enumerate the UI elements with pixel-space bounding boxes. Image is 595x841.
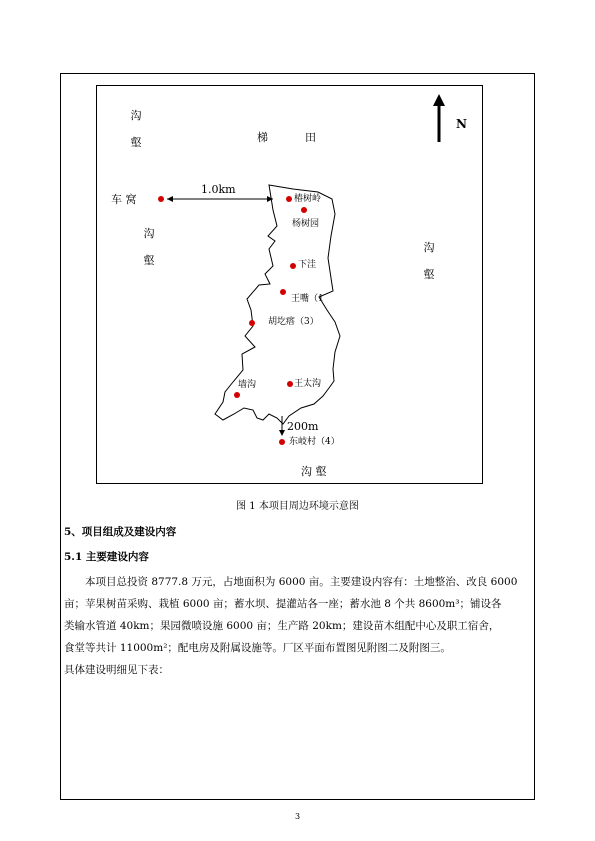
label-terraced-field-2: 田 [305,131,316,144]
label-ravine-top-left: 沟 壑 [130,109,142,149]
village-marker-dongqicun [279,439,285,445]
label-village-tangou: 墙沟 [238,380,257,390]
body-paragraph [64,571,524,681]
village-marker-chewo [158,196,164,202]
village-marker-wangtaigou [287,381,293,387]
label-terraced-field-1: 梯 [257,131,268,144]
label-village-xiawa: 下洼 [298,260,317,270]
label-ravine-right: 沟 壑 [423,241,435,281]
label-village-chewo: 车 窝 [111,193,137,206]
village-marker-hugeda [249,320,255,326]
closing-line: 具体建设明细见下表： [64,664,169,676]
label-village-wangtaigou: 王太沟 [294,379,322,389]
village-marker-yangshuyuan [301,207,307,213]
figure-caption: 图 1 本项目周边环境示意图 [236,501,359,512]
paragraph-line: 类输水管道 40km；果园微喷设施 6000 亩；生产路 20km；建设苗木组配中心及职工宿舍， [64,620,500,632]
section-heading: 5、项目组成及建设内容 [64,526,177,538]
label-ravine-left: 沟 壑 [143,227,155,267]
project-area-outline [215,185,340,424]
label-ravine-bottom: 沟 壑 [301,465,327,478]
village-marker-chunshuling [286,196,292,202]
village-marker-tangou [234,392,240,398]
distance-arrow-down [279,430,285,436]
paragraph-line: 食堂等共计 11000m²；配电房及附属设施等。厂区平面布置图见附图二及附图三。 [64,642,451,654]
label-village-wangzui: 王嘴（1 [291,294,324,304]
label-village-yangshuyuan: 杨树园 [292,219,320,229]
subsection-heading: 5.1 主要建设内容 [64,551,149,563]
page-number: 3 [294,812,301,821]
label-village-chunshuling: 椿树岭 [294,194,322,204]
distance-label-1km: 1.0km [201,183,236,196]
north-label: N [456,117,467,131]
label-village-dongqicun: 东岐村（4） [289,437,340,447]
site-map [96,85,483,484]
village-marker-xiawa [290,263,296,269]
paragraph-line: 本项目总投资 8777.8 万元，占地面积为 6000 亩。主要建设内容有：土地整治、改良 6000 [85,576,518,588]
distance-arrow-left [167,196,173,202]
north-arrow-head [433,94,445,106]
village-marker-wangzui [280,289,286,295]
label-village-hugeda: 胡圪瘩（3） [268,317,319,327]
distance-label-200m: 200m [287,420,319,433]
paragraph-line: 亩；苹果树苗采购、栽植 6000 亩；蓄水坝、提灌站各一座；蓄水池 8 个共 8600m³；铺设各 [64,598,502,610]
